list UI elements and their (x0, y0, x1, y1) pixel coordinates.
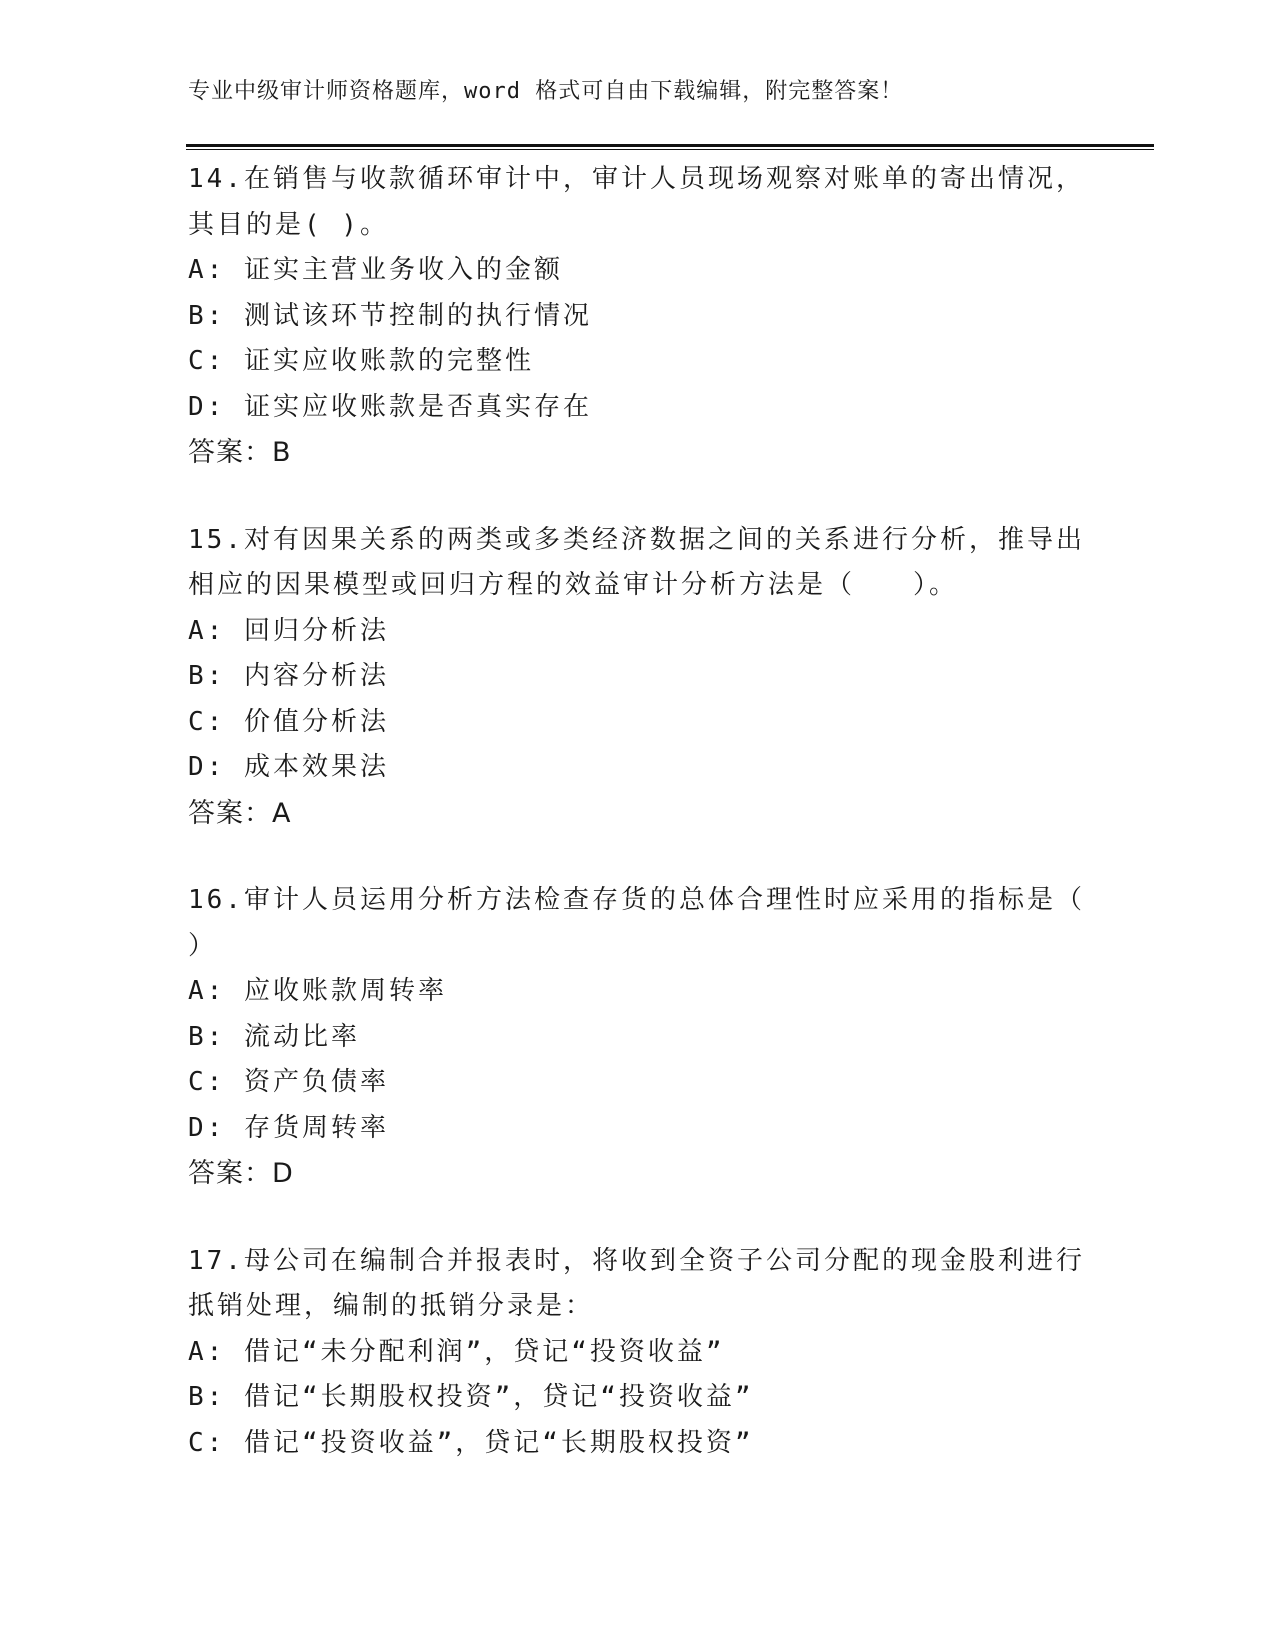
answer-label: 答案：D (188, 1158, 294, 1189)
answer-label: 答案：B (188, 437, 292, 468)
header-divider-thick (186, 144, 1154, 147)
option-d: D: 存货周转率 (188, 1112, 389, 1143)
header-divider (186, 144, 1154, 150)
question-stem-line: 16.审计人员运用分析方法检查存货的总体合理性时应采用的指标是（ (188, 885, 1085, 915)
option-a: A: 借记“未分配利润”，贷记“投资收益” (188, 1336, 725, 1367)
option-c: C: 资产负债率 (188, 1067, 389, 1097)
option-d: D: 证实应收账款是否真实存在 (188, 391, 592, 422)
option-b: B: 测试该环节控制的执行情况 (188, 300, 592, 331)
question-stem-line: 抵销处理，编制的抵销分录是： (188, 1291, 595, 1321)
option-a: A: 回归分析法 (188, 615, 389, 646)
option-a: A: 应收账款周转率 (188, 976, 447, 1006)
option-d: D: 成本效果法 (188, 752, 389, 782)
option-c: C: 借记“投资收益”，贷记“长期股权投资” (188, 1427, 754, 1458)
question-stem-line: 17.母公司在编制合并报表时，将收到全资子公司分配的现金股利进行 (188, 1245, 1085, 1276)
question-list (188, 157, 1088, 1508)
answer-label: 答案：A (188, 797, 292, 829)
option-a: A: 证实主营业务收入的金额 (188, 255, 563, 285)
option-c: C: 价值分析法 (188, 706, 389, 737)
page-header-text: 专业中级审计师资格题库，word 格式可自由下载编辑，附完整答案！ (188, 79, 904, 104)
header-divider-thin (186, 149, 1154, 150)
question-stem-line: 其目的是( )。 (188, 209, 389, 240)
question-stem-line: ） (188, 930, 218, 961)
question-15 (188, 518, 1088, 837)
question-stem-line: 14.在销售与收款循环审计中，审计人员现场观察对账单的寄出情况， (188, 164, 1085, 194)
option-b: B: 借记“长期股权投资”，贷记“投资收益” (188, 1382, 754, 1412)
option-b: B: 内容分析法 (188, 661, 389, 691)
option-c: C: 证实应收账款的完整性 (188, 346, 534, 376)
option-b: B: 流动比率 (188, 1021, 360, 1052)
question-stem-line: 相应的因果模型或回归方程的效益审计分析方法是（ ）。 (188, 570, 959, 600)
question-17 (188, 1239, 1088, 1467)
question-stem-line: 15.对有因果关系的两类或多类经济数据之间的关系进行分析，推导出 (188, 524, 1085, 555)
question-14 (188, 157, 1088, 476)
question-16 (188, 878, 1088, 1197)
